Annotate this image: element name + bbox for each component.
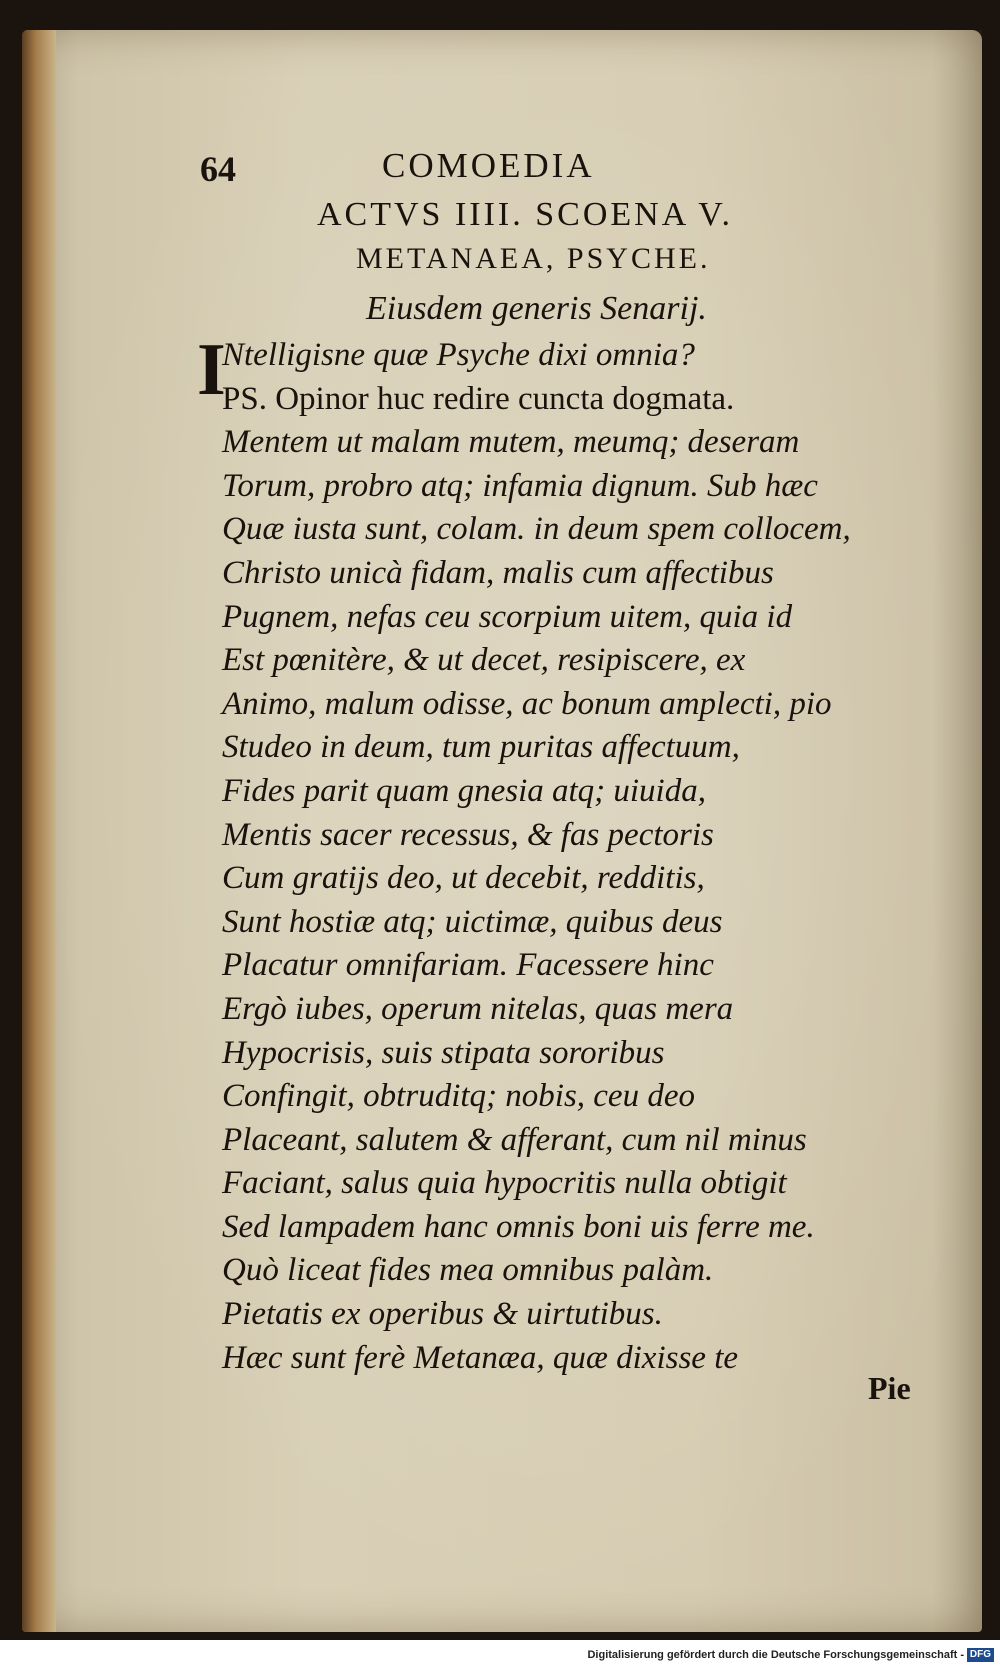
page-text-block [22, 30, 982, 1632]
verse-line: Placatur omnifariam. Facessere hinc [222, 947, 714, 984]
paper-page [22, 30, 982, 1632]
verse-line: Fides parit quam gnesia atq; uiuida, [222, 772, 706, 809]
verse-line: Est pœnitère, & ut decet, resipiscere, ex [222, 642, 746, 679]
verse-line: Faciant, salus quia hypocritis nulla obtigit [222, 1165, 787, 1202]
verse-line: Studeo in deum, tum puritas affectuum, [222, 729, 740, 766]
running-head: COMOEDIA [382, 146, 595, 185]
verse-line: Christo unicà fidam, malis cum affectibus [222, 554, 774, 591]
verse-line: Quæ iusta sunt, colam. in deum spem collocem, [222, 511, 851, 548]
verse-line: Hypocrisis, suis stipata sororibus [222, 1034, 665, 1071]
verse-line: Torum, probro atq; infamia dignum. Sub hæc [222, 467, 818, 504]
character-list: METANAEA, PSYCHE. [356, 242, 711, 275]
act-scene-heading: ACTVS IIII. SCOENA V. [317, 196, 733, 233]
footer-bar [0, 1640, 1000, 1671]
verse-line: Animo, malum odisse, ac bonum amplecti, pio [222, 685, 832, 722]
funding-credit: Digitalisierung gefördert durch die Deutsche Forschungsgemeinschaft - [587, 1649, 964, 1661]
verse-line: Sed lampadem hanc omnis boni uis ferre me. [222, 1208, 815, 1245]
verse-line: Pietatis ex operibus & uirtutibus. [222, 1296, 663, 1333]
verse-line: Mentis sacer recessus, & fas pectoris [222, 816, 714, 853]
meter-note: Eiusdem generis Senarij. [366, 290, 707, 327]
page-number: 64 [200, 149, 236, 189]
verse-line: Pugnem, nefas ceu scorpium uitem, quia id [222, 598, 793, 635]
verse-line: Ntelligisne quæ Psyche dixi omnia? [222, 337, 695, 373]
verse-line: Hæc sunt ferè Metanæa, quæ dixisse te [222, 1339, 739, 1376]
verse-line: Placeant, salutem & afferant, cum nil minus [222, 1121, 807, 1158]
catchword: Pie [868, 1370, 911, 1406]
verse-lines [222, 334, 851, 1380]
dfg-logo: DFG [967, 1648, 994, 1662]
verse-line: Quò liceat fides mea omnibus palàm. [222, 1252, 714, 1289]
verse-line: PS. Opinor huc redire cuncta dogmata. [222, 380, 735, 417]
verse-line: Sunt hostiæ atq; uictimæ, quibus deus [222, 903, 723, 940]
verse-line: Confingit, obtruditq; nobis, ceu deo [222, 1078, 695, 1115]
verse-line: Cum gratijs deo, ut decebit, redditis, [222, 860, 705, 897]
verse-line: Ergò iubes, operum nitelas, quas mera [222, 990, 734, 1027]
drop-cap-initial: I [197, 329, 226, 411]
verse-line: Mentem ut malam mutem, meumq; deseram [222, 424, 800, 461]
